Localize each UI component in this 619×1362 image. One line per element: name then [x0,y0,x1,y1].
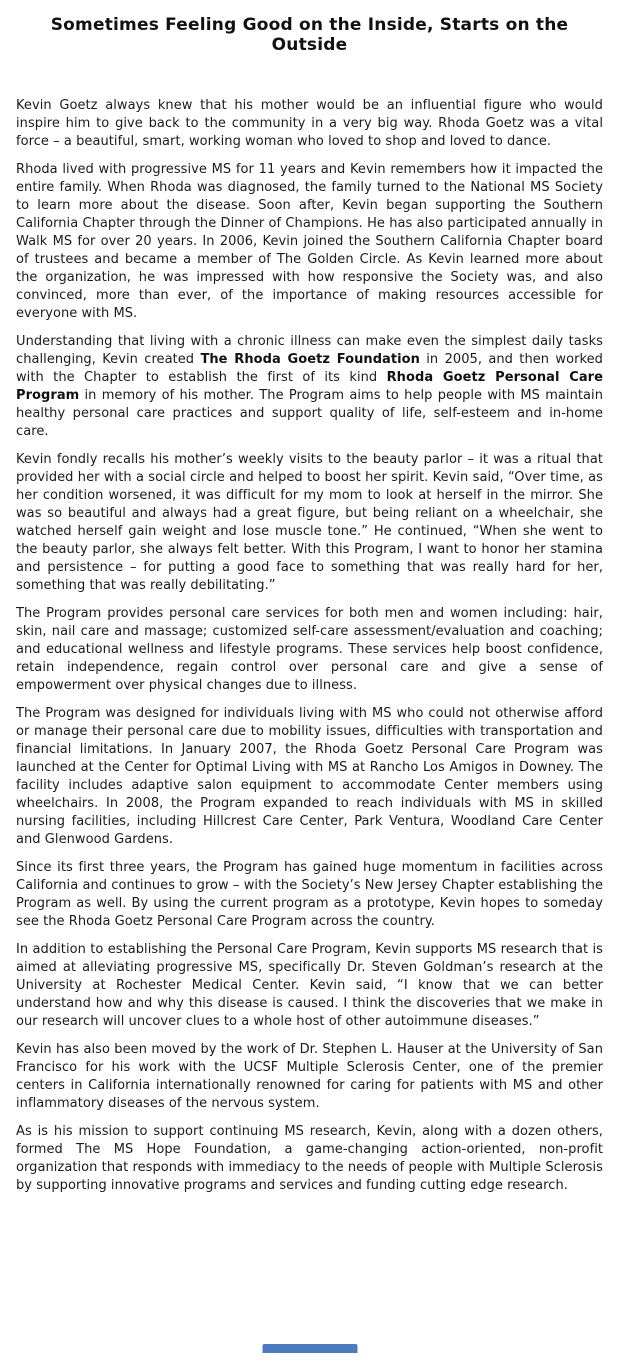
paragraph [16,161,603,323]
paragraph [16,705,603,849]
partial-bottom-banner [262,1344,357,1353]
article-title: Sometimes Feeling Good on the Inside, Starts on the Outside [50,15,569,55]
text-segment: Rhoda lived with progressive MS for 11 years and Kevin remembers how it impacted the entire family. When Rhoda was diagnosed, the family turned to the National MS Society to learn more about the disease. Soon after, Kevin began supporting the Southern California Chapter through the Dinner of Champions. He has also participated annually in Walk MS for over 20 years. In 2006, Kevin joined the Southern California Chapter board of trustees and became a member of The Golden Circle. As Kevin learned more about the organization, he was impressed with how responsive the Society was, and also convinced, more than ever, of the importance of making resources accessible for everyone with MS. [16,162,603,321]
paragraph [16,941,603,1031]
paragraph [16,333,603,441]
paragraph [16,97,603,151]
text-segment: Kevin Goetz always knew that his mother would be an influential figure who would inspire him to give back to the community in a very big way. Rhoda Goetz was a vital force – a beautiful, smart, working woman who loved to shop and loved to dance. [16,98,603,149]
text-segment: Since its first three years, the Program has gained huge momentum in facilities across California and continues to grow – with the Society’s New Jersey Chapter establishing the Program as well. By using the current program as a prototype, Kevin hopes to someday see the Rhoda Goetz Personal Care Program across the country. [16,860,603,929]
text-segment: As is his mission to support continuing MS research, Kevin, along with a dozen others, formed The MS Hope Foundation, a game-changing action-oriented, non-profit organization that responds with immediacy to the needs of people with Multiple Sclerosis by supporting innovative programs and services and funding cutting edge research. [16,1124,603,1193]
text-segment: The Program was designed for individuals living with MS who could not otherwise afford or manage their personal care due to mobility issues, difficulties with transportation and financial limitations. In January 2007, the Rhoda Goetz Personal Care Program was launched at the Center for Optimal Living with MS at Rancho Los Amigos in Downey. The facility includes adaptive salon equipment to accommodate Center members using wheelchairs. In 2008, the Program expanded to reach individuals with MS in skilled nursing facilities, including Hillcrest Care Center, Park Ventura, Woodland Care Center and Glenwood Gardens. [16,706,603,847]
paragraph [16,1041,603,1113]
text-segment: Kevin fondly recalls his mother’s weekly visits to the beauty parlor – it was a ritual that provided her with a social circle and helped to boost her spirit. Kevin said, “Over time, as her condition worsened, it was difficult for my mom to look at herself in the mirror. She was so beautiful and always had a great figure, but being reliant on a wheelchair, she watched herself gain weight and lose muscle tone.” He continued, “When she went to the beauty parlor, she always felt better. With this Program, I want to honor her stamina and persistence – for putting a good face to something that was really hard for her, something that was really debilitating.” [16,452,603,593]
text-segment: in memory of his mother. The Program aims to help people with MS maintain healthy personal care practices and support quality of life, self-esteem and in-home care. [16,388,603,439]
text-segment: Understanding that living with a chronic illness can make even the simplest daily tasks challenging, Kevin created [16,334,603,367]
paragraph [16,451,603,595]
text-segment: The Program provides personal care services for both men and women including: hair, skin, nail care and massage; customized self-care assessment/evaluation and coaching; and educational wellness and lifestyle programs. These services help boost confidence, retain independence, regain control over personal care and give a sense of empowerment over physical changes due to illness. [16,606,603,693]
paragraph [16,1123,603,1195]
article-body [16,97,603,1195]
paragraph [16,605,603,695]
paragraph [16,859,603,931]
bold-text-segment: The Rhoda Goetz Foundation [200,352,420,367]
text-segment: In addition to establishing the Personal Care Program, Kevin supports MS research that is aimed at alleviating progressive MS, specifically Dr. Steven Goldman’s research at the University at Rochester Medical Center. Kevin said, “I know that we can better understand how and why this disease is caused. I think the discoveries that we make in our research will uncover clues to a whole host of other autoimmune diseases.” [16,942,603,1029]
text-segment: Kevin has also been moved by the work of Dr. Stephen L. Hauser at the University of San Francisco for his work with the UCSF Multiple Sclerosis Center, one of the premier centers in California internationally renowned for caring for patients with MS and other inflammatory diseases of the nervous system. [16,1042,603,1111]
text-segment: in 2005, and then worked with the Chapter to establish the first of its kind [16,352,603,385]
bold-text-segment: Rhoda Goetz Personal Care Program [16,370,603,403]
